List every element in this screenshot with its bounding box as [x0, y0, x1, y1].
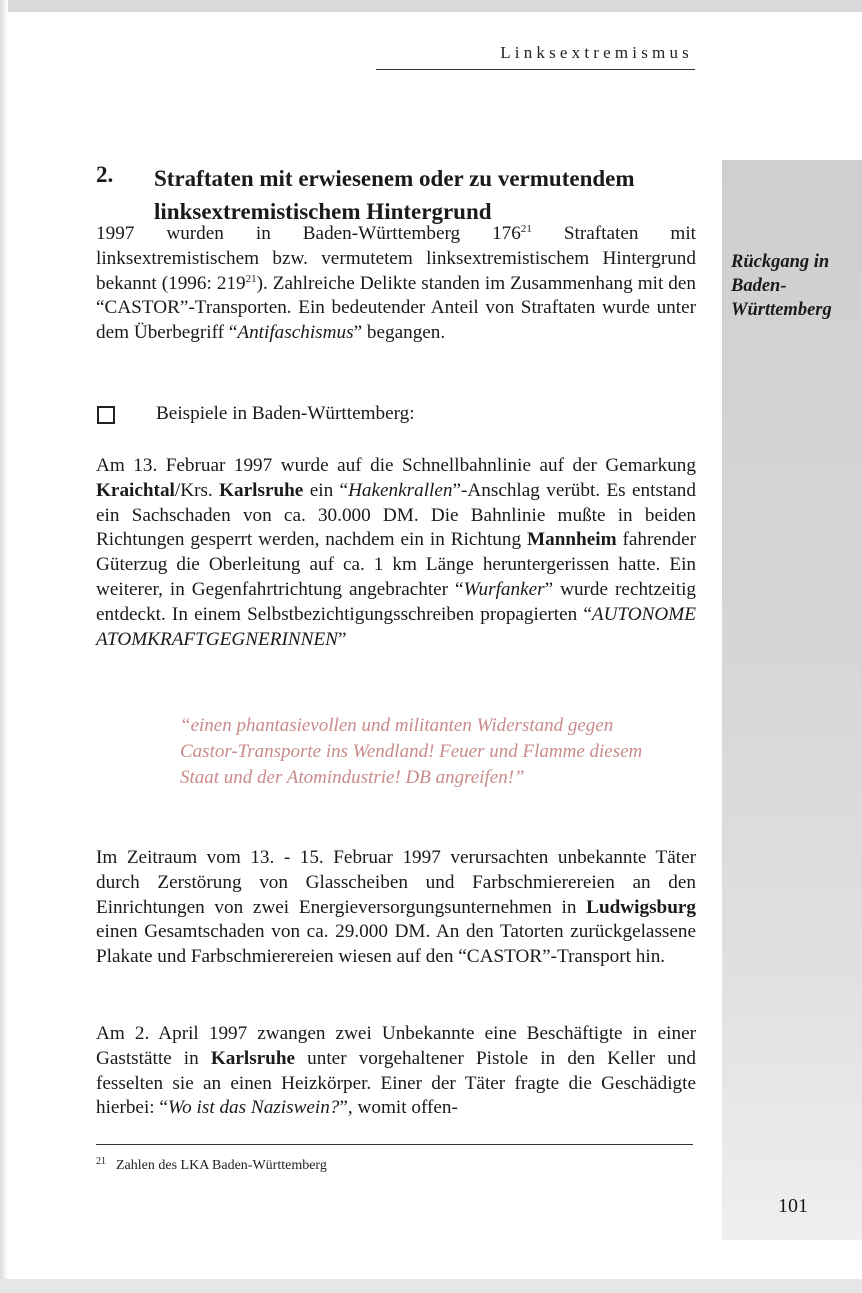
place-kraichtal: Kraichtal [96, 479, 175, 501]
section-title: Straftaten mit erwiesenem oder zu vermutendem linksextremistischem Hintergrund [154, 166, 635, 224]
footnote-rule [96, 1144, 693, 1145]
running-header: Linksextremismus [500, 43, 693, 62]
page-edge-left [0, 0, 8, 1293]
quote-block: “einen phantasievollen und militanten Widerstand gegen Castor-Transporte ins Wendland! Feuer und Flamme diesem Staat und der Atomindustrie! DB angreifen!” [180, 715, 643, 788]
footnote-ref: 21 [520, 223, 532, 235]
place-karlsruhe: Karlsruhe [210, 1047, 296, 1069]
example-paragraph-2: Im Zeitraum vom 13. - 15. Februar 1997 verursachten unbekannte Täter durch Zerstörung von Glasscheiben und Farbschmierereien an den Einrichtungen von zwei Energieversorgungsunternehmen in Ludwigsburg einen Gesamtschaden von ca. 29.000 DM. An den Tatorten zurückgelassene Plakate und Farbschmierereien wiesen auf den “CASTOR”-Transport hin. [96, 847, 696, 968]
checkbox-icon [97, 406, 115, 424]
example-paragraph-1: Am 13. Februar 1997 wurde auf die Schnellbahnlinie auf der Gemarkung Kraichtal/Krs. Karlsruhe ein “Hakenkrallen”-Anschlag verübt. Es entstand ein Sachschaden von ca. 30.000 DM. Die Bahnlinie mußte in beiden Richtungen gesperrt werden, nachdem ein in Richtung Mannheim fahrender Güterzug die Oberleitung auf ca. 1 km Länge heruntergerissen hatte. Ein weiterer, in Gegenfahrtrichtung angebrachter “Wurfanker” wurde rechtzeitig entdeckt. In einem Selbstbezichtigungsschreiben propagierten “AUTONOME ATOMKRAFTGEGNERINNEN” [96, 455, 697, 650]
place-mannheim: Mannheim [527, 529, 617, 551]
page-number: 101 [778, 1195, 808, 1217]
page-edge-top [0, 0, 862, 12]
section-number: 2. [96, 162, 114, 187]
footnote-text: Zahlen des LKA Baden-Württemberg [116, 1158, 327, 1173]
footnote [96, 1156, 327, 1174]
header-rule [376, 69, 695, 70]
page-edge-bottom [0, 1279, 862, 1293]
footnote-ref: 21 [245, 272, 257, 285]
footnote-mark: 21 [96, 1156, 106, 1167]
margin-sidebar [722, 160, 862, 1240]
intro-paragraph: 1997 wurden in Baden-Württemberg $176^{21}$ Straftaten mit linksextremistischem bzw. vermutetem linksextremistischem Hintergrund bekannt (1996: $219^{21}$). Zahlreiche Delikte standen im Zusammenhang mit den “CASTOR”-Transporten. Ein bedeutender Anteil von Straftaten wurde unter dem Überbegriff “Antifaschismus” begangen. [96, 223, 696, 344]
examples-heading: Beispiele in Baden-Württemberg: [156, 403, 415, 424]
place-karlsruhe: Karlsruhe [219, 479, 304, 501]
margin-note: Rückgang in Baden-Württemberg [731, 252, 832, 320]
example-paragraph-3: Am 2. April 1997 zwangen zwei Unbekannte eine Beschäftigte in einer Gaststätte in Karlsruhe unter vorgehaltener Pistole in den Keller und fesselten sie an einen Heizkörper. Einer der Täter fragte die Geschädigte hierbei: “Wo ist das Naziswein?”, womit offen- [96, 1023, 696, 1119]
place-ludwigsburg: Ludwigsburg [586, 896, 696, 918]
